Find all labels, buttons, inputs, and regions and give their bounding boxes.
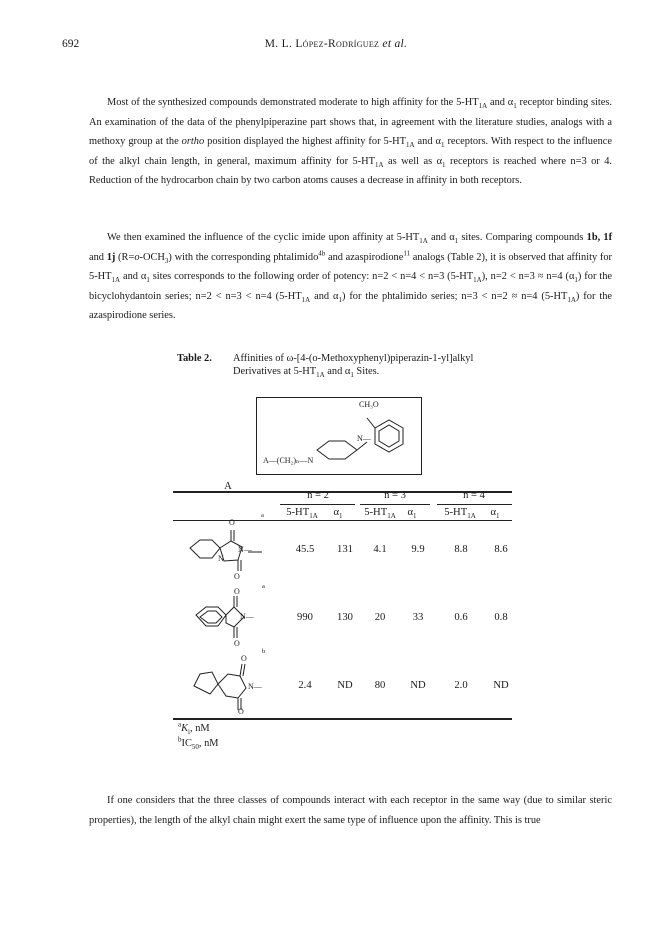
p2-text: ) for the azaspirodione series.: [89, 290, 613, 322]
subscript: 1A: [111, 276, 121, 285]
paragraph-2: [89, 228, 612, 326]
chain-label: A—(CH₂)ₙ—N: [263, 456, 314, 465]
bicyclohydantoin-structure: [176, 520, 286, 590]
table-label: Table 2.: [177, 353, 212, 364]
subscript: 1: [496, 512, 500, 521]
p2-text: ), n=2: [481, 271, 507, 283]
paragraph-1: [89, 93, 612, 191]
mol2-o-top: O: [234, 587, 240, 596]
running-header: [0, 38, 672, 50]
subscript: 1A: [301, 295, 311, 304]
p2-text: ) for the bicyclohydantoin series; n=2 < n=3 < n=4 (5-HT: [89, 271, 612, 302]
subscript: 1A: [467, 512, 476, 521]
p1-text: receptors is reached where n=3 or 4. Reduction of the hydrocarbon chain by two carbon atoms causes a: [89, 155, 612, 187]
group-rule-n2: [280, 504, 355, 505]
p2-text: and azaspirodione: [325, 251, 404, 263]
subheader-alpha1: [402, 507, 422, 521]
subscript: 1: [440, 141, 445, 150]
table-cell: ND: [493, 680, 509, 691]
footnote-text: K: [181, 723, 189, 734]
subscript: 1A: [478, 102, 488, 111]
alpha-symbol: α: [449, 232, 455, 243]
subheader-text: 5-HT: [364, 507, 388, 518]
footnote-mark: a: [178, 720, 182, 729]
p1-text: and: [487, 97, 508, 108]
subscript: 1A: [419, 237, 428, 246]
footnote-text: , nM: [190, 723, 210, 734]
alpha-symbol: α: [140, 271, 147, 283]
mol3-o-top: O: [241, 654, 247, 663]
alpha-symbol: α: [436, 155, 443, 167]
compound-ref: 1j: [106, 251, 116, 263]
subscript: 1A: [387, 512, 396, 521]
azaspirodione-structure: [176, 654, 286, 724]
mol3-o-bottom: O: [238, 707, 244, 716]
p2-text: < n=3 ≈ n=4 (: [509, 271, 569, 283]
subscript: 1: [350, 371, 354, 380]
p2-text: and: [427, 232, 450, 243]
subheader-text: 5-HT: [286, 507, 310, 518]
mol1-n-bridge: N: [218, 554, 224, 563]
mol3-n-imide: N—: [248, 682, 262, 691]
p1-text: and: [414, 136, 436, 148]
subscript: 1A: [406, 141, 415, 150]
subheader-text: 5-HT: [444, 507, 468, 518]
group-rule-n3: [360, 504, 430, 505]
piperazine-ring: [317, 441, 357, 459]
italic-term: o: [134, 251, 140, 263]
row-footnote-mark: a: [262, 583, 265, 590]
subscript: 1A: [375, 160, 384, 169]
och3-label: CH₃O: [359, 400, 379, 409]
phthalimide-structure: [176, 590, 286, 660]
subscript: i: [188, 728, 190, 737]
table-cell: ND: [337, 680, 353, 691]
table-cell: 80: [374, 680, 386, 691]
subscript: 1A: [567, 295, 576, 304]
subscript: 1: [339, 512, 343, 521]
subheader-5ht1a: [360, 507, 400, 521]
subscript: 1: [338, 295, 342, 304]
p1-text: as well: [383, 155, 420, 167]
table-cell: 131: [337, 544, 353, 555]
table-cell: 0.8: [494, 612, 508, 623]
author-name: M. L. López-Rodríguez: [264, 38, 380, 50]
p2-text: ) for the phtalimido series; n=3: [341, 290, 478, 302]
italic-term: ortho: [181, 136, 205, 148]
row-footnote-mark: a: [261, 512, 264, 519]
group-header-n3: n = 3: [384, 490, 406, 501]
table-cell: ND: [410, 680, 426, 691]
table-cell: 4.1: [373, 544, 387, 555]
group-rule-n4: [437, 504, 512, 505]
p2-text: and: [89, 251, 107, 263]
footnote-text: , nM: [198, 738, 219, 749]
caption-line: [233, 365, 533, 378]
mol2-o-bottom: O: [234, 639, 240, 648]
et-al: et al.: [382, 38, 408, 50]
p2-text: and: [310, 290, 334, 302]
subscript: 1: [574, 276, 578, 285]
table-caption-text: [233, 352, 533, 378]
subscript: 3: [164, 256, 169, 265]
subheader-text: α: [407, 507, 414, 518]
table-cell: 20: [374, 612, 386, 623]
p1-text: receptors. With respect to the influence of the alkyl chain length, in general, maximum affinity for 5-HT: [89, 136, 612, 167]
p1-text: decrease in affinity in both receptors.: [367, 175, 522, 187]
subscript: 1A: [309, 512, 318, 521]
footnote-mark: b: [178, 735, 182, 744]
p3-text: steric properties), the length of the alkyl chain might exert the same type of influence upon the affinity. This is true: [89, 795, 612, 826]
reference-mark: 4b: [318, 249, 326, 258]
p2-text: (R=: [115, 251, 135, 263]
p2-text: < n=2 ≈ n=4 (5-HT: [481, 290, 568, 302]
table-cell: 9.9: [411, 544, 425, 555]
subheader-alpha1: [328, 507, 348, 521]
p2-text: that affinity for 5-HT: [89, 251, 613, 283]
caption-text: Sites.: [353, 366, 380, 377]
p1-text: receptor: [516, 97, 554, 108]
p1-text: binding sites. An examination of the data of the phenylpiperazine part shows that, in agreement with the literature: [89, 97, 613, 128]
p1-text: as: [423, 155, 437, 167]
footnote-a: [178, 720, 210, 737]
subscript: 1: [454, 237, 459, 246]
caption-text: and: [324, 366, 345, 377]
table-cell: 0.6: [454, 612, 468, 623]
table-cell: 8.8: [454, 544, 468, 555]
subheader-5ht1a: [282, 507, 322, 521]
caption-text: Derivatives at 5-HT: [233, 366, 317, 377]
row-footnote-mark: b: [262, 648, 266, 655]
group-header-n2: n = 2: [307, 490, 329, 501]
piperazine-n-label: N—: [357, 434, 371, 443]
alpha-symbol: α: [568, 271, 575, 283]
mol1-o-top: O: [229, 518, 235, 527]
subheader-text: α: [333, 507, 340, 518]
p1-text: Most of the synthesized compounds demonstrated moderate to high affinity for the 5-HT: [107, 97, 479, 108]
table-cell: 33: [412, 612, 424, 623]
p2-text: and: [120, 271, 141, 283]
p2-text: sites. Comparing compounds: [458, 232, 584, 243]
column-header-a: A: [224, 481, 232, 492]
alpha-symbol: α: [435, 136, 441, 148]
p2-text: We then examined the influence of the cyclic imide upon affinity at 5-HT: [107, 232, 420, 243]
p3-text: If one considers that the three classes of compounds interact with each receptor in the same way (due to similar: [107, 795, 587, 806]
alpha-symbol: α: [333, 290, 339, 302]
compound-ref: 1b, 1f: [586, 232, 613, 243]
p2-text: sites corresponds to the following order of potency: n=2 < n=4 < n=3 (5-HT: [149, 271, 474, 283]
caption-line: Affinities of ω-[4-(o-Methoxyphenyl)piperazin-1-yl]alkyl: [233, 353, 474, 364]
subheader-5ht1a: [440, 507, 480, 521]
footnote-b: [178, 735, 219, 752]
table-cell: 8.6: [494, 544, 508, 555]
paragraph-3: [89, 791, 612, 830]
page-number: 692: [62, 38, 80, 50]
subheader-text: α: [490, 507, 497, 518]
table-cell: 990: [297, 612, 313, 623]
table-cell: 2.4: [298, 680, 312, 691]
mol1-n-imide: N—: [238, 545, 252, 554]
p1-text: position displayed the highest affinity for 5-HT: [204, 136, 407, 148]
p2-text: -OCH: [139, 251, 165, 263]
group-header-n4: n = 4: [463, 490, 485, 501]
table-cell: 2.0: [454, 680, 468, 691]
subscript: 50: [191, 743, 199, 752]
p2-text: ) with the corresponding phtalimido: [168, 251, 319, 263]
general-structure-box: [256, 397, 422, 475]
alpha-symbol: α: [507, 97, 514, 108]
subscript: 1A: [316, 371, 325, 380]
mol1-o-bottom: O: [234, 572, 240, 581]
subheader-alpha1: [485, 507, 505, 521]
footnote-text: IC: [181, 738, 192, 749]
table-cell: 45.5: [295, 544, 315, 555]
subscript: 1: [442, 160, 446, 169]
p1-text: studies, analogs with a methoxy group at the: [89, 116, 612, 148]
reference-mark: 11: [403, 249, 411, 258]
subscript: 1: [413, 512, 417, 521]
subscript: 1A: [473, 276, 482, 285]
subscript: 1: [513, 102, 517, 111]
mol2-n-imide: N—: [240, 612, 254, 621]
table-cell: 130: [337, 612, 353, 623]
p2-text: analogs (Table 2), it is observed: [410, 251, 546, 263]
subscript: 1: [146, 276, 150, 285]
alpha-symbol: α: [344, 366, 351, 377]
